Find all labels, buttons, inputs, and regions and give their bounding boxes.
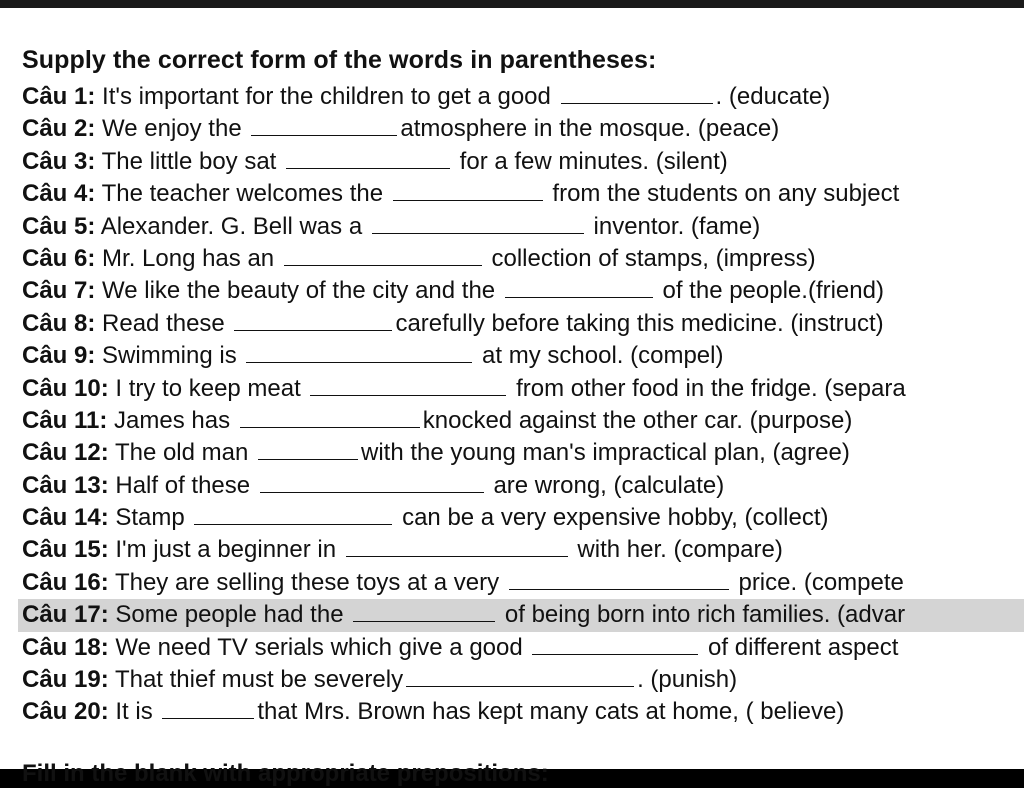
question-19 [22, 664, 1024, 696]
question-15 [22, 534, 1024, 566]
question-12 [22, 437, 1024, 469]
question-text-after: of different aspect [701, 633, 899, 661]
question-number: Câu 10: [22, 374, 109, 402]
answer-blank[interactable] [509, 567, 729, 590]
question-text-after: . (educate) [715, 83, 831, 110]
question-number: Câu 18: [22, 633, 109, 661]
question-text-after: . (punish) [637, 666, 738, 694]
question-number: Câu 9: [22, 342, 96, 370]
answer-blank[interactable] [561, 81, 713, 104]
answer-blank[interactable] [251, 113, 397, 136]
answer-blank[interactable] [353, 599, 495, 622]
question-7 [22, 275, 1024, 307]
question-number: Câu 13: [22, 471, 109, 499]
question-number: Câu 6: [22, 244, 96, 272]
question-text-before: We enjoy the [95, 115, 249, 143]
answer-blank[interactable] [284, 243, 482, 266]
question-number: Câu 12: [22, 439, 109, 467]
question-list [22, 81, 1024, 729]
question-text-before: The little boy sat [95, 147, 284, 175]
answer-blank[interactable] [260, 470, 484, 493]
question-text-after: at my school. (compel) [475, 342, 724, 370]
question-text-before: Some people had the [108, 601, 351, 629]
answer-blank[interactable] [505, 275, 653, 298]
question-text-after: carefully before taking this medicine. (instruct) [395, 309, 884, 337]
question-text-before: Alexander. G. Bell was a [95, 212, 369, 240]
question-18 [22, 632, 1024, 664]
question-number: Câu 15: [22, 536, 109, 564]
question-text-after: of the people.(friend) [655, 277, 884, 305]
answer-blank[interactable] [240, 405, 420, 428]
question-11 [22, 405, 1024, 437]
question-text-before: Mr. Long has an [95, 244, 281, 272]
question-number: Câu 17: [22, 601, 109, 629]
question-number: Câu 14: [22, 504, 109, 532]
question-9 [22, 340, 1024, 372]
answer-blank[interactable] [372, 211, 584, 234]
question-1 [22, 81, 1024, 113]
question-3 [22, 146, 1024, 178]
question-number: Câu 19: [22, 666, 109, 694]
question-number: Câu 16: [22, 568, 109, 596]
question-text-before: Stamp [108, 504, 192, 532]
question-number: Câu 2: [22, 115, 96, 143]
answer-blank[interactable] [194, 502, 392, 525]
question-16 [22, 567, 1024, 599]
question-text-after: can be a very expensive hobby, (collect) [395, 504, 829, 532]
answer-blank[interactable] [162, 696, 254, 719]
question-10 [22, 373, 1024, 405]
question-text-after: inventor. (fame) [586, 212, 761, 240]
question-text-before: James has [107, 406, 237, 434]
question-text-after: knocked against the other car. (purpose) [422, 406, 853, 434]
question-text-before: Read these [95, 309, 232, 337]
question-text-before: We need TV serials which give a good [108, 633, 530, 661]
question-2 [22, 113, 1024, 145]
question-text-after: with the young man's impractical plan, (agree) [361, 439, 850, 467]
answer-blank[interactable] [406, 664, 634, 687]
question-text-after: atmosphere in the mosque. (peace) [400, 115, 780, 143]
answer-blank[interactable] [234, 308, 392, 331]
question-text-after: price. (compete [731, 568, 904, 596]
question-text-before: It's important for the children to get a good [95, 83, 558, 110]
question-number: Câu 7: [22, 277, 96, 305]
question-text-before: The old man [108, 439, 256, 467]
question-8 [22, 308, 1024, 340]
question-text-before: That thief must be severely [108, 666, 404, 694]
answer-blank[interactable] [532, 632, 698, 655]
question-text-after: from the students on any subject [545, 180, 900, 208]
exercise-heading: Supply the correct form of the words in parentheses: [22, 46, 657, 74]
next-exercise-heading: Fill in the blank with appropriate prepositions: [22, 760, 549, 787]
question-text-before: Half of these [108, 471, 257, 499]
question-4 [22, 178, 1024, 210]
question-number: Câu 1: [22, 83, 96, 110]
question-text-before: Swimming is [95, 342, 244, 370]
question-text-after: of being born into rich families. (advar [498, 601, 906, 629]
question-number: Câu 4: [22, 180, 96, 208]
question-text-after: are wrong, (calculate) [486, 471, 725, 499]
question-number: Câu 11: [22, 406, 108, 434]
question-text-before: They are selling these toys at a very [108, 568, 506, 596]
question-13 [22, 470, 1024, 502]
question-text-after: with her. (compare) [570, 536, 783, 564]
question-text-after: for a few minutes. (silent) [453, 147, 728, 175]
question-text-before: I try to keep meat [108, 374, 308, 402]
answer-blank[interactable] [346, 534, 568, 557]
answer-blank[interactable] [246, 340, 472, 363]
question-6 [22, 243, 1024, 275]
question-text-before: The teacher welcomes the [95, 180, 390, 208]
question-number: Câu 5: [22, 212, 96, 240]
question-number: Câu 8: [22, 309, 96, 337]
question-20 [22, 696, 1024, 728]
question-text-after: collection of stamps, (impress) [484, 244, 816, 272]
question-text-after: that Mrs. Brown has kept many cats at home, ( believe) [257, 698, 845, 726]
question-text-before: We like the beauty of the city and the [95, 277, 502, 305]
answer-blank[interactable] [258, 437, 358, 460]
question-14 [22, 502, 1024, 534]
answer-blank[interactable] [310, 373, 506, 396]
answer-blank[interactable] [393, 178, 543, 201]
question-text-after: from other food in the fridge. (separa [509, 374, 906, 402]
answer-blank[interactable] [286, 146, 450, 169]
question-number: Câu 20: [22, 698, 109, 726]
question-17 [18, 599, 1024, 631]
question-text-before: It is [108, 698, 160, 726]
question-number: Câu 3: [22, 147, 96, 175]
question-text-before: I'm just a beginner in [108, 536, 343, 564]
question-5 [22, 211, 1024, 243]
